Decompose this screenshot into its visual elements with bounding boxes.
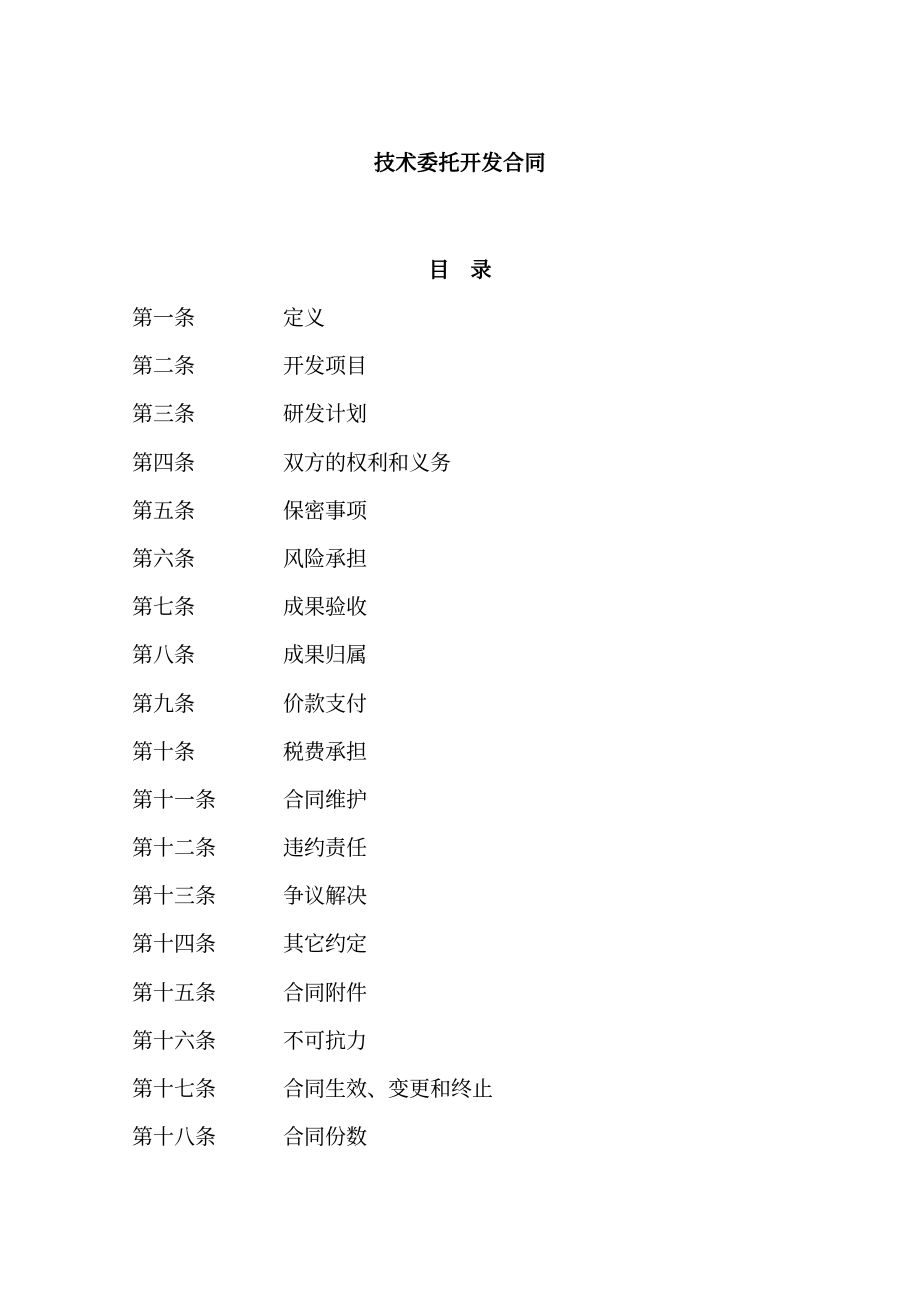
toc-item-title: 其它约定	[283, 932, 367, 957]
toc-item-9	[132, 690, 832, 738]
toc-item-title: 价款支付	[283, 691, 367, 716]
toc-item-7	[132, 593, 832, 641]
toc-item-title: 保密事项	[283, 498, 367, 523]
toc-item-title: 违约责任	[283, 836, 367, 861]
toc-item-6	[132, 545, 832, 593]
toc-item-11	[132, 786, 832, 834]
toc-item-16	[132, 1027, 832, 1075]
toc-item-title: 合同附件	[283, 980, 367, 1005]
toc-item-number: 第十六条	[132, 1028, 216, 1053]
toc-item-title: 争议解决	[283, 884, 367, 909]
toc-item-title: 不可抗力	[283, 1028, 367, 1053]
toc-item-4	[132, 449, 832, 497]
toc-item-number: 第七条	[132, 595, 195, 620]
toc-item-14	[132, 930, 832, 978]
toc-item-number: 第十七条	[132, 1077, 216, 1101]
toc-item-13	[132, 882, 832, 930]
toc-item-number: 第十八条	[132, 1125, 216, 1150]
toc-item-title: 风险承担	[283, 546, 367, 571]
toc-item-5	[132, 497, 832, 545]
toc-item-title: 合同维护	[283, 787, 367, 812]
toc-item-title: 研发计划	[283, 402, 367, 427]
toc-item-number: 第十一条	[132, 787, 216, 812]
document-title: 技术委托开发合同	[374, 150, 546, 175]
toc-item-title: 定义	[283, 306, 325, 330]
toc-item-number: 第十五条	[132, 980, 216, 1005]
toc-heading: 目 录	[428, 257, 492, 282]
toc-item-title: 双方的权利和义务	[283, 450, 451, 475]
toc-item-number: 第五条	[132, 498, 195, 523]
toc-item-2	[132, 352, 832, 400]
toc-item-number: 第四条	[132, 450, 195, 475]
toc-item-number: 第八条	[132, 643, 195, 668]
toc-item-number: 第十四条	[132, 932, 216, 957]
toc-item-title: 成果归属	[283, 643, 367, 668]
toc-item-8	[132, 641, 832, 689]
toc-item-10	[132, 738, 832, 786]
toc-item-15	[132, 979, 832, 1027]
toc-item-number: 第十条	[132, 739, 195, 764]
toc-item-18	[132, 1123, 832, 1171]
toc-item-number: 第一条	[132, 306, 195, 330]
toc-item-number: 第十三条	[132, 884, 216, 909]
toc-item-title: 税费承担	[283, 739, 367, 764]
toc-item-number: 第九条	[132, 691, 195, 716]
table-of-contents	[132, 304, 832, 1171]
toc-item-title: 合同份数	[283, 1125, 367, 1150]
toc-item-number: 第二条	[132, 354, 195, 379]
toc-item-17	[132, 1075, 832, 1123]
toc-item-1	[132, 304, 832, 352]
toc-item-title: 成果验收	[283, 595, 367, 620]
toc-item-number: 第十二条	[132, 836, 216, 861]
toc-item-3	[132, 400, 832, 448]
toc-item-number: 第六条	[132, 546, 195, 571]
toc-item-number: 第三条	[132, 402, 195, 427]
toc-item-12	[132, 834, 832, 882]
toc-item-title: 合同生效、变更和终止	[283, 1077, 493, 1101]
toc-item-title: 开发项目	[283, 354, 367, 379]
